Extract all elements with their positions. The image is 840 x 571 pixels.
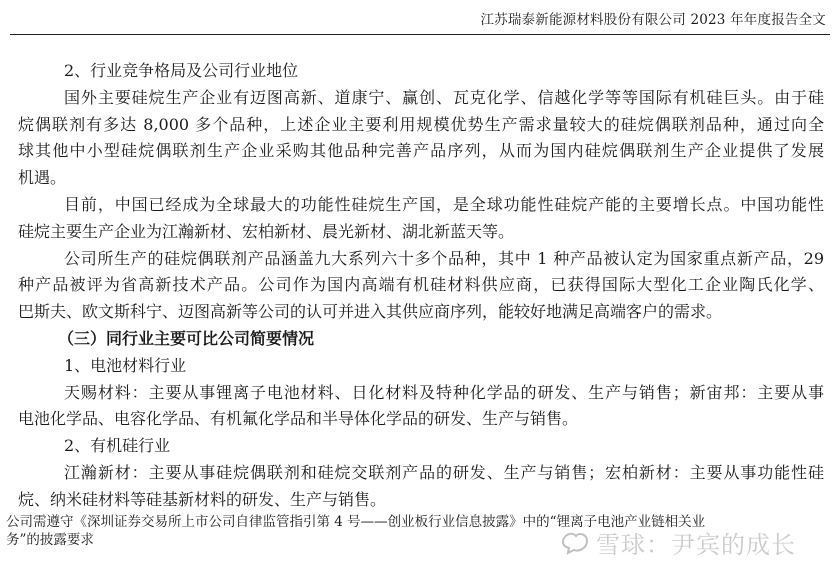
footnote-line: 公司需遵守《深圳证券交易所上市公司自律监管指引第 4 号——创业板行业信息披露》中的“锂离子电池产业链相关业 [6,514,706,530]
paragraph-company-products [18,246,824,326]
section-heading-peers: （三）同行业主要可比公司简要情况 [58,328,315,348]
paragraph-foreign-competitors [18,85,824,192]
text-line: 巴斯夫、欧文斯科宁、迈图高新等公司的认可并进入其供应商序列，能较好地满足高端客户的需求。 [18,302,723,322]
paragraph-china-market [18,192,824,246]
subheading-silicone: 2、有机硅行业 [64,436,171,456]
text-line: 公司所生产的硅烷偶联剂产品涵盖九大系列六十多个品种，其中 1 种产品被认定为国家重点新产品，29 [64,248,824,268]
text-line: 种产品被评为省高新技术产品。公司作为国内高端有机硅材料供应商，已获得国际大型化工企业陶氏化学、 [18,275,824,295]
section-heading-competition: 2、行业竞争格局及公司行业地位 [64,61,299,80]
subheading-battery-materials: 1、电池材料行业 [64,355,187,375]
footnote-line: 务”的披露要求 [6,532,94,548]
watermark-text: 雪球：尹宾的成长 [596,530,796,559]
disclosure-footnote [6,513,820,549]
text-line: 烷偶联剂有多达 8,000 多个品种，上述企业主要利用规模优势生产需求量较大的硅烷偶联剂品种，通过向全 [18,114,824,134]
text-line: 机遇。 [18,168,67,188]
paragraph-battery-peers [18,380,824,434]
text-line: 电池化学品、电容化学品、有机氟化学品和半导体化学品的研发、生产与销售。 [18,409,579,429]
report-header-title: 江苏瑞泰新能源材料股份有限公司 2023 年年度报告全文 [480,12,826,28]
text-line: 目前，中国已经成为全球最大的功能性硅烷生产国，是全球功能性硅烷产能的主要增长点。中国功能性 [64,194,824,214]
report-body [18,58,824,514]
header-divider [10,34,830,35]
text-line: 天赐材料：主要从事锂离子电池材料、日化材料及特种化学品的研发、生产与销售；新宙邦：主要从事 [64,382,824,402]
text-line: 国外主要硅烷生产企业有迈图高新、道康宁、赢创、瓦克化学、信越化学等等国际有机硅巨头。由于硅 [64,87,824,107]
text-line: 硅烷主要生产企业为江瀚新材、宏柏新材、晨光新材、湖北新蓝天等。 [18,221,515,241]
paragraph-silicone-peers [18,460,824,514]
text-line: 江瀚新材：主要从事硅烷偶联剂和硅烷交联剂产品的研发、生产与销售；宏柏新材：主要从事功能性硅 [64,462,824,482]
text-line: 烷、纳米硅材料等硅基新材料的研发、生产与销售。 [18,489,387,509]
text-line: 球其他中小型硅烷偶联剂生产企业采购其他品种完善产品序列，从而为国内硅烷偶联剂生产企业提供了发展 [18,141,824,161]
